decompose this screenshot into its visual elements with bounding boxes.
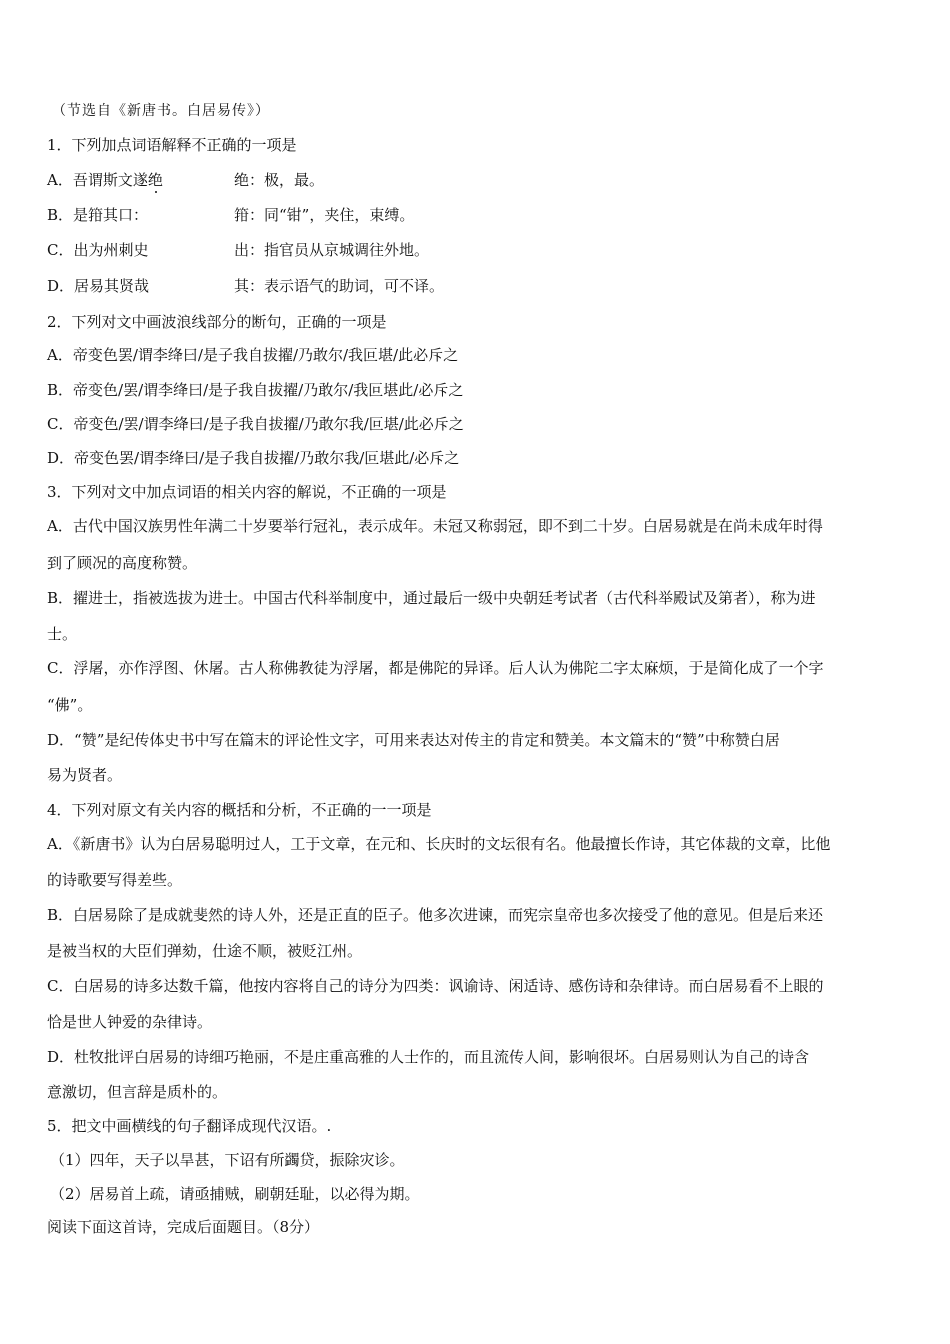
q4-option-a-line1: A．《新唐书》认为白居易聪明过人，工于文章，在元和、长庆时的文坛很有名。他最擅长作诗，其它体裁的文章，比他 [47, 835, 831, 853]
q4-option-c-line1: C．白居易的诗多达数千篇，他按内容将自己的诗分为四类：讽谕诗、闲适诗、感伤诗和杂律诗。而白居易看不上眼的 [47, 977, 824, 995]
q5-stem: 5．把文中画横线的句子翻译成现代汉语。. [47, 1117, 332, 1135]
q3-option-c-line1: C．浮屠，亦作浮图、休屠。古人称佛教徒为浮屠，都是佛陀的异译。后人认为佛陀二字太麻烦，于是简化成了一个字 [47, 659, 824, 677]
q3-option-a-line2: 到了顾况的高度称赞。 [47, 554, 198, 572]
q4-option-c-line2: 恰是世人钟爱的杂律诗。 [47, 1013, 213, 1031]
q1-option-c-gloss: 出：指官员从京城调往外地。 [234, 241, 430, 259]
q3-option-d-line1: D．“赞”是纪传体史书中写在篇末的评论性文字，可用来表达对传主的肯定和赞美。本文篇末的“赞”中称赞白居 [47, 731, 780, 749]
q4-option-b-line2: 是被当权的大臣们弹劾，仕途不顺，被贬江州。 [47, 942, 363, 960]
q2-option-a: A．帝变色罢/谓李绛曰/是子我自拔擢/乃敢尔/我叵堪/此必斥之 [47, 346, 459, 364]
q3-option-b-line2: 士。 [47, 625, 78, 643]
source-note: （节选自《新唐书。白居易传》） [52, 103, 270, 119]
q3-option-b-line1: B．擢进士，指被选拔为进士。中国古代科举制度中，通过最后一级中央朝廷考试者（古代科举殿试及第者），称为进 [47, 589, 816, 607]
q4-option-d-line1: D．杜牧批评白居易的诗细巧艳丽，不是庄重高雅的人士作的，而且流传人间，影响很坏。白居易则认为自己的诗含 [47, 1048, 810, 1066]
next-instruction: 阅读下面这首诗，完成后面题目。（8分） [47, 1218, 320, 1236]
q2-stem: 2．下列对文中画波浪线部分的断句，正确的一项是 [47, 313, 387, 331]
q1-stem: 1．下列加点词语解释不正确的一项是 [47, 136, 297, 154]
q4-option-d-line2: 意激切，但言辞是质朴的。 [47, 1083, 228, 1101]
q4-stem: 4．下列对原文有关内容的概括和分析，不正确的一一项是 [47, 801, 432, 819]
q1-option-b-gloss: 箝：同“钳”，夹住，束缚。 [234, 206, 415, 224]
q4-option-b-line1: B．白居易除了是成就斐然的诗人外，还是正直的臣子。他多次进谏，而宪宗皇帝也多次接受了他的意见。但是后来还 [47, 906, 824, 924]
emphasis-dot-char: 绝 [147, 171, 163, 189]
q1-option-d-word: D．居易其贤哉 [47, 277, 150, 295]
q2-option-d: D．帝变色罢/谓李绛曰/是子我自拔擢/乃敢尔我/叵堪此/必斥之 [47, 449, 460, 467]
q1-option-c-word: C．出为州刺史 [47, 241, 149, 259]
q1-option-a-gloss: 绝：极，最。 [234, 171, 325, 189]
q5-item-1: （1）四年，天子以旱甚，下诏有所蠲贷，振除灾诊。 [50, 1151, 405, 1169]
q2-option-b: B．帝变色/罢/谓李绛曰/是子我自拔擢/乃敢尔/我叵堪此/必斥之 [47, 381, 464, 399]
q2-option-c: C．帝变色/罢/谓李绛曰/是子我自拔擢/乃敢尔我/叵堪/此必斥之 [47, 415, 464, 433]
q1-option-a-word: A．吾谓斯文遂绝 [47, 171, 163, 189]
q5-item-2: （2）居易首上疏，请亟捕贼，刷朝廷耻，以必得为期。 [50, 1185, 420, 1203]
q1-option-b-word: B．是箝其口： [47, 206, 149, 224]
q3-option-c-line2: “佛”。 [47, 696, 93, 714]
q3-stem: 3．下列对文中加点词语的相关内容的解说，不正确的一项是 [47, 483, 447, 501]
q3-option-d-line2: 易为贤者。 [47, 766, 123, 784]
q3-option-a-line1: A．古代中国汉族男性年满二十岁要举行冠礼，表示成年。未冠又称弱冠，即不到二十岁。白居易就是在尚未成年时得 [47, 517, 823, 535]
q4-option-a-line2: 的诗歌要写得差些。 [47, 871, 183, 889]
q1-option-d-gloss: 其：表示语气的助词，可不译。 [234, 277, 445, 295]
